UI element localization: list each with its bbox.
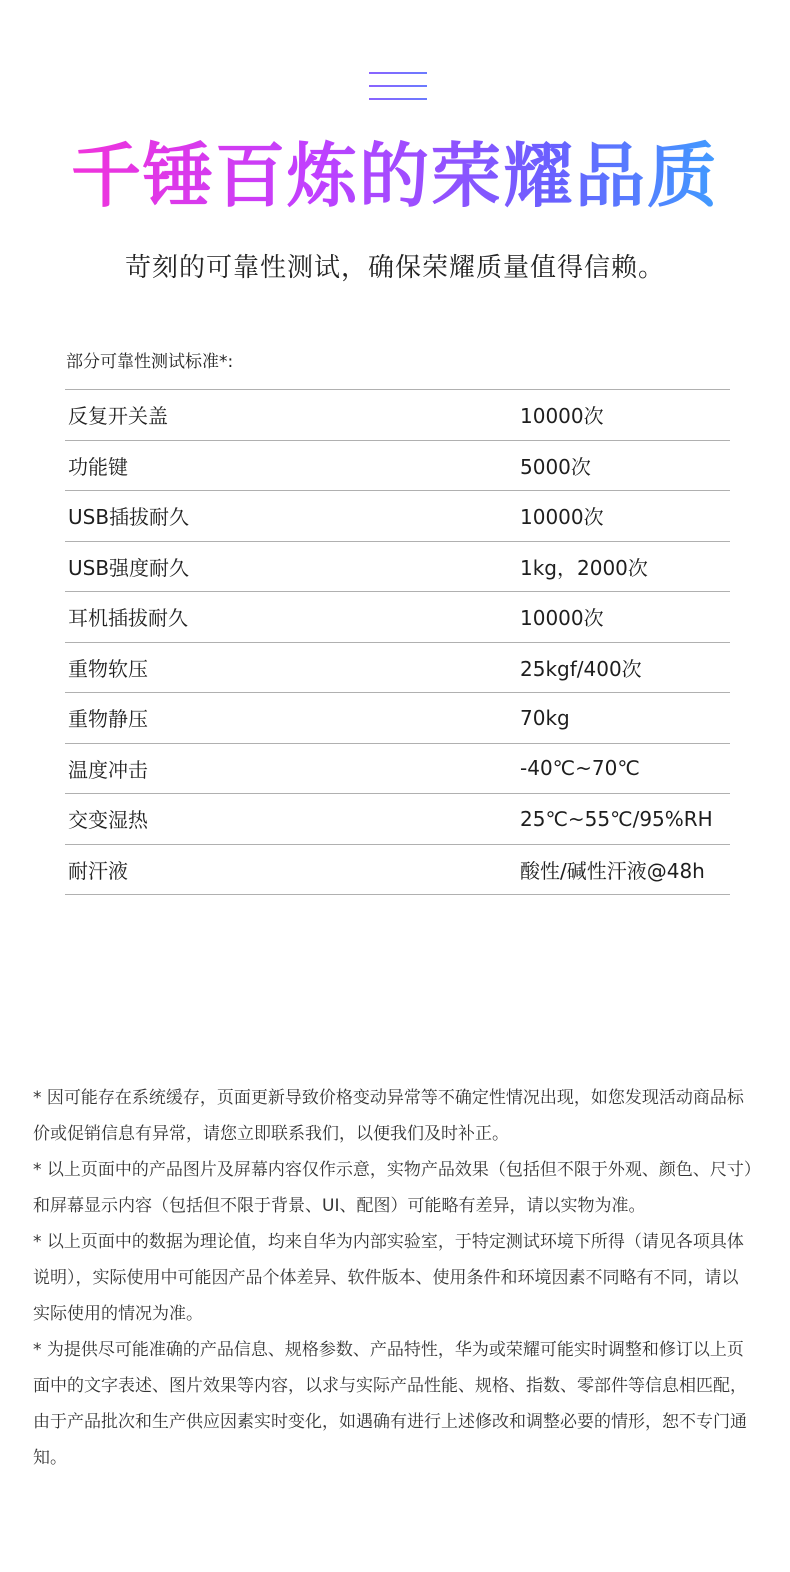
test-name: USB插拔耐久 [68,505,190,530]
table-row [65,693,730,744]
reliability-test-table [65,389,730,895]
test-name: 温度冲击 [68,757,148,782]
table-caption: 部分可靠性测试标准*: [66,352,234,372]
test-standard: 1kg，2000次 [520,555,648,580]
test-name: 耳机插拔耐久 [68,606,188,631]
disclaimer-note: * 为提供尽可能准确的产品信息、规格参数、产品特性，华为或荣耀可能实时调整和修订以上页面中的文字表述、图片效果等内容，以求与实际产品性能、规格、指数、零部件等信息相匹配，由于产品批次和生产供应因素实时变化，如遇确有进行上述修改和调整必要的情形，恕不专门通知。 [33,1340,747,1468]
disclaimer-note: * 因可能存在系统缓存，页面更新导致价格变动异常等不确定性情况出现，如您发现活动商品标价或促销信息有异常，请您立即联系我们，以便我们及时补正。 [33,1088,744,1144]
disclaimer-note: * 以上页面中的产品图片及屏幕内容仅作示意，实物产品效果（包括但不限于外观、颜色、尺寸）和屏幕显示内容（包括但不限于背景、UI、配图）可能略有差异，请以实物为准。 [33,1160,753,1216]
test-name: 重物软压 [68,656,148,681]
table-row [65,643,730,694]
test-standard: -40℃~70℃ [520,756,640,781]
test-standard: 10000次 [520,606,604,631]
decorative-line [369,72,427,74]
table-row [65,491,730,542]
test-name: 交变湿热 [68,808,148,833]
test-name: 耐汗液 [68,858,128,883]
test-name: 反复开关盖 [68,404,168,429]
table-row [65,845,730,896]
test-standard: 5000次 [520,454,591,479]
table-row [65,592,730,643]
table-row [65,441,730,492]
page-subtitle: 苛刻的可靠性测试，确保荣耀质量值得信赖。 [124,253,665,283]
decorative-line [369,85,427,87]
test-standard: 10000次 [520,505,604,530]
test-name: 功能键 [68,454,128,479]
test-name: USB强度耐久 [68,555,190,580]
disclaimer-notes [33,1080,755,1476]
table-row [65,542,730,593]
table-row [65,794,730,845]
test-standard: 70kg [520,705,570,730]
test-name: 重物静压 [68,707,148,732]
decorative-lines [369,72,427,102]
table-row [65,744,730,795]
test-standard: 10000次 [520,404,604,429]
test-standard: 25kgf/400次 [520,656,642,681]
decorative-line [369,98,427,100]
test-standard: 酸性/碱性汗液@48h [520,858,705,883]
page-title: 千锤百炼的荣耀品质 [0,136,790,216]
test-standard: 25℃~55℃/95%RH [520,806,713,831]
disclaimer-note: * 以上页面中的数据为理论值，均来自华为内部实验室，于特定测试环境下所得（请见各项具体说明），实际使用中可能因产品个体差异、软件版本、使用条件和环境因素不同略有不同，请以实际使用的情况为准。 [33,1232,744,1324]
table-row [65,390,730,441]
